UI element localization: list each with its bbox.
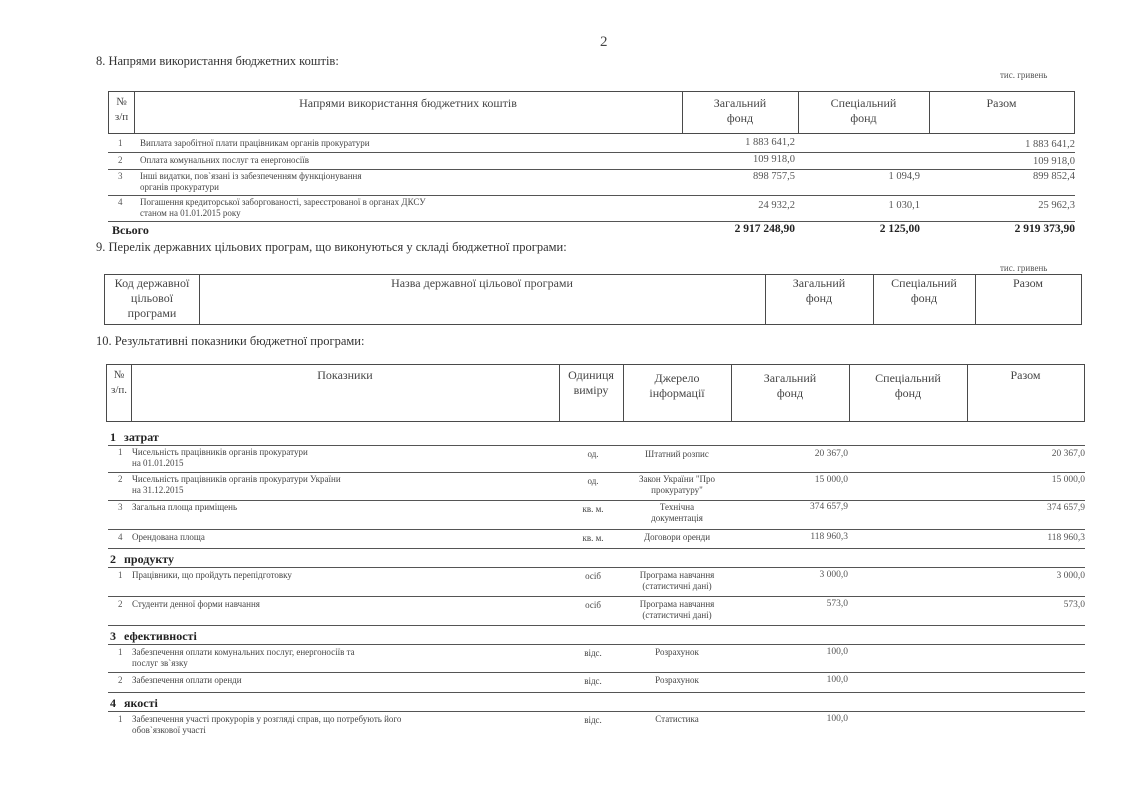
row-special: 1 094,9 xyxy=(888,171,920,182)
row-general: 374 657,9 xyxy=(810,502,848,512)
row-num: 1 xyxy=(118,647,123,657)
row-unit: відс. xyxy=(584,648,602,658)
total-general: 2 917 248,90 xyxy=(734,223,795,235)
row-total: 118 960,3 xyxy=(1047,533,1085,543)
section-10-header xyxy=(106,364,1085,422)
group-label: затрат xyxy=(124,430,159,444)
row-name: Чисельність працівників органів прокуратури України на 31.12.2015 xyxy=(132,474,341,495)
section-9-units: тис. гривень xyxy=(1000,263,1048,273)
indicator-row xyxy=(108,597,1085,624)
row-unit: відс. xyxy=(584,715,602,725)
indicator-group-product xyxy=(110,550,174,568)
row-num: 2 xyxy=(118,675,123,685)
row-general: 15 000,0 xyxy=(814,475,848,485)
row-num: 4 xyxy=(118,197,123,207)
group-label: якості xyxy=(124,696,158,710)
indicator-row xyxy=(108,673,1085,690)
header-general-fund: Загальний фонд xyxy=(713,96,767,125)
row-total: 20 367,0 xyxy=(1051,449,1085,459)
row-name: Чисельність працівників органів прокуратури на 01.01.2015 xyxy=(132,447,308,468)
row-name: Погашення кредиторської заборгованості, зареєстрованої в органах ДКСУ станом на 01.01.2015 року xyxy=(140,197,426,218)
row-source: Штатний розпис xyxy=(645,449,709,459)
row-general: 573,0 xyxy=(826,599,848,609)
row-num: 1 xyxy=(118,447,123,457)
row-num: 1 xyxy=(118,138,123,148)
row-num: 2 xyxy=(118,474,123,484)
section-10-title: 10. Результативні показники бюджетної програми: xyxy=(96,334,365,348)
group-num: 3 xyxy=(110,629,116,643)
row-total: 1 883 641,2 xyxy=(1025,139,1075,150)
row-unit: кв. м. xyxy=(582,504,604,514)
row-unit: од. xyxy=(587,476,599,486)
group-num: 4 xyxy=(110,696,116,710)
row-total: 899 852,4 xyxy=(1033,171,1075,182)
header-num: № з/п. xyxy=(110,369,128,396)
section-8-row xyxy=(108,170,1075,194)
header-total: Разом xyxy=(1012,276,1044,290)
group-label: ефективності xyxy=(124,629,197,643)
row-total: 109 918,0 xyxy=(1033,156,1075,167)
row-num: 4 xyxy=(118,532,123,542)
row-num: 2 xyxy=(118,155,123,165)
row-general: 24 932,2 xyxy=(758,200,795,211)
row-unit: відс. xyxy=(584,676,602,686)
row-name: Забезпечення оплати оренди xyxy=(132,675,242,685)
row-name: Працівники, що пройдуть перепідготовку xyxy=(132,570,292,580)
row-num: 2 xyxy=(118,599,123,609)
indicator-group-costs xyxy=(110,428,159,446)
indicator-row xyxy=(108,712,1085,738)
indicator-row xyxy=(108,446,1085,470)
row-source: Договори оренди xyxy=(643,532,711,542)
row-general: 3 000,0 xyxy=(819,570,848,580)
row-general: 100,0 xyxy=(826,647,848,657)
header-special-fund: Спеціальний фонд xyxy=(875,371,941,400)
row-source: Розрахунок xyxy=(655,675,699,685)
row-num: 1 xyxy=(118,714,123,724)
header-unit: Одиниця виміру xyxy=(568,368,614,397)
section-8-units: тис. гривень xyxy=(1000,70,1048,80)
indicator-row xyxy=(108,473,1085,499)
row-general: 109 918,0 xyxy=(753,154,795,165)
section-9-table xyxy=(104,274,1082,325)
row-name: Забезпечення участі прокурорів у розгляді справ, що потребують його обов`язкової участі xyxy=(132,714,402,735)
section-8-row xyxy=(108,135,1075,152)
section-8-total-row xyxy=(108,222,1075,238)
row-unit: осіб xyxy=(585,600,601,610)
indicator-row xyxy=(108,568,1085,595)
row-source: Технічна документація xyxy=(651,502,703,523)
header-general-fund: Загальний фонд xyxy=(792,276,846,305)
row-name: Загальна площа приміщень xyxy=(132,502,238,512)
total-total: 2 919 373,90 xyxy=(1014,223,1075,235)
row-unit: осіб xyxy=(585,571,601,581)
row-name: Студенти денної форми навчання xyxy=(132,599,260,609)
row-unit: од. xyxy=(587,449,599,459)
group-label: продукту xyxy=(124,552,174,566)
header-directions: Напрями використання бюджетних коштів xyxy=(299,96,517,110)
total-label: Всього xyxy=(112,223,149,237)
section-9-title: 9. Перелік державних цільових програм, що виконуються у складі бюджетної програми: xyxy=(96,240,567,254)
row-source: Закон України "Про прокуратуру" xyxy=(639,474,715,495)
row-total: 573,0 xyxy=(1063,600,1085,610)
section-8-title: 8. Напрями використання бюджетних коштів: xyxy=(96,54,339,68)
row-total: 15 000,0 xyxy=(1051,475,1085,485)
row-total: 374 657,9 xyxy=(1047,503,1085,513)
header-special-fund: Спеціальний фонд xyxy=(891,276,957,305)
row-num: 3 xyxy=(118,171,123,181)
group-num: 1 xyxy=(110,430,116,444)
indicator-row xyxy=(108,530,1085,547)
row-source: Програма навчання (статистичні дані) xyxy=(639,570,715,591)
row-num: 3 xyxy=(118,502,123,512)
group-num: 2 xyxy=(110,552,116,566)
header-program-code: Код державної цільової програми xyxy=(114,276,190,320)
row-num: 1 xyxy=(118,570,123,580)
row-name: Забезпечення оплати комунальних послуг, енергоносіїв та послуг зв`язку xyxy=(132,647,355,668)
row-general: 118 960,3 xyxy=(810,532,848,542)
indicator-group-efficiency xyxy=(110,627,197,645)
header-total: Разом xyxy=(1010,368,1041,382)
row-general: 898 757,5 xyxy=(753,171,795,182)
row-general: 20 367,0 xyxy=(814,449,848,459)
total-special: 2 125,00 xyxy=(879,223,920,235)
header-program-name: Назва державної цільової програми xyxy=(391,276,573,290)
header-general-fund: Загальний фонд xyxy=(763,371,817,400)
section-8-row xyxy=(108,196,1075,220)
row-general: 1 883 641,2 xyxy=(745,137,795,148)
row-total: 25 962,3 xyxy=(1038,200,1075,211)
page-number: 2 xyxy=(600,34,608,50)
row-source: Розрахунок xyxy=(655,647,699,657)
row-name: Інші видатки, пов`язані із забезпеченням функціонування органів прокуратури xyxy=(140,171,362,192)
row-general: 100,0 xyxy=(826,675,848,685)
indicator-group-quality xyxy=(110,694,158,712)
row-source: Статистика xyxy=(655,714,699,724)
row-special: 1 030,1 xyxy=(888,200,920,211)
header-special-fund: Спеціальний фонд xyxy=(830,96,897,125)
row-name: Виплата заробітної плати працівникам органів прокуратури xyxy=(140,138,370,148)
header-indicators: Показники xyxy=(317,368,373,382)
row-unit: кв. м. xyxy=(582,533,604,543)
indicator-row xyxy=(108,501,1085,528)
row-name: Орендована площа xyxy=(132,532,205,542)
row-name: Оплата комунальних послуг та енергоносіїв xyxy=(140,155,309,165)
row-general: 100,0 xyxy=(826,714,848,724)
section-8-row xyxy=(108,153,1075,169)
row-source: Програма навчання (статистичні дані) xyxy=(639,599,715,620)
indicator-row xyxy=(108,645,1085,670)
header-num: № з/п xyxy=(114,96,129,123)
header-source: Джерело інформації xyxy=(649,371,705,400)
header-total: Разом xyxy=(986,96,1017,110)
row-total: 3 000,0 xyxy=(1056,571,1085,581)
section-8-header xyxy=(108,91,1075,134)
